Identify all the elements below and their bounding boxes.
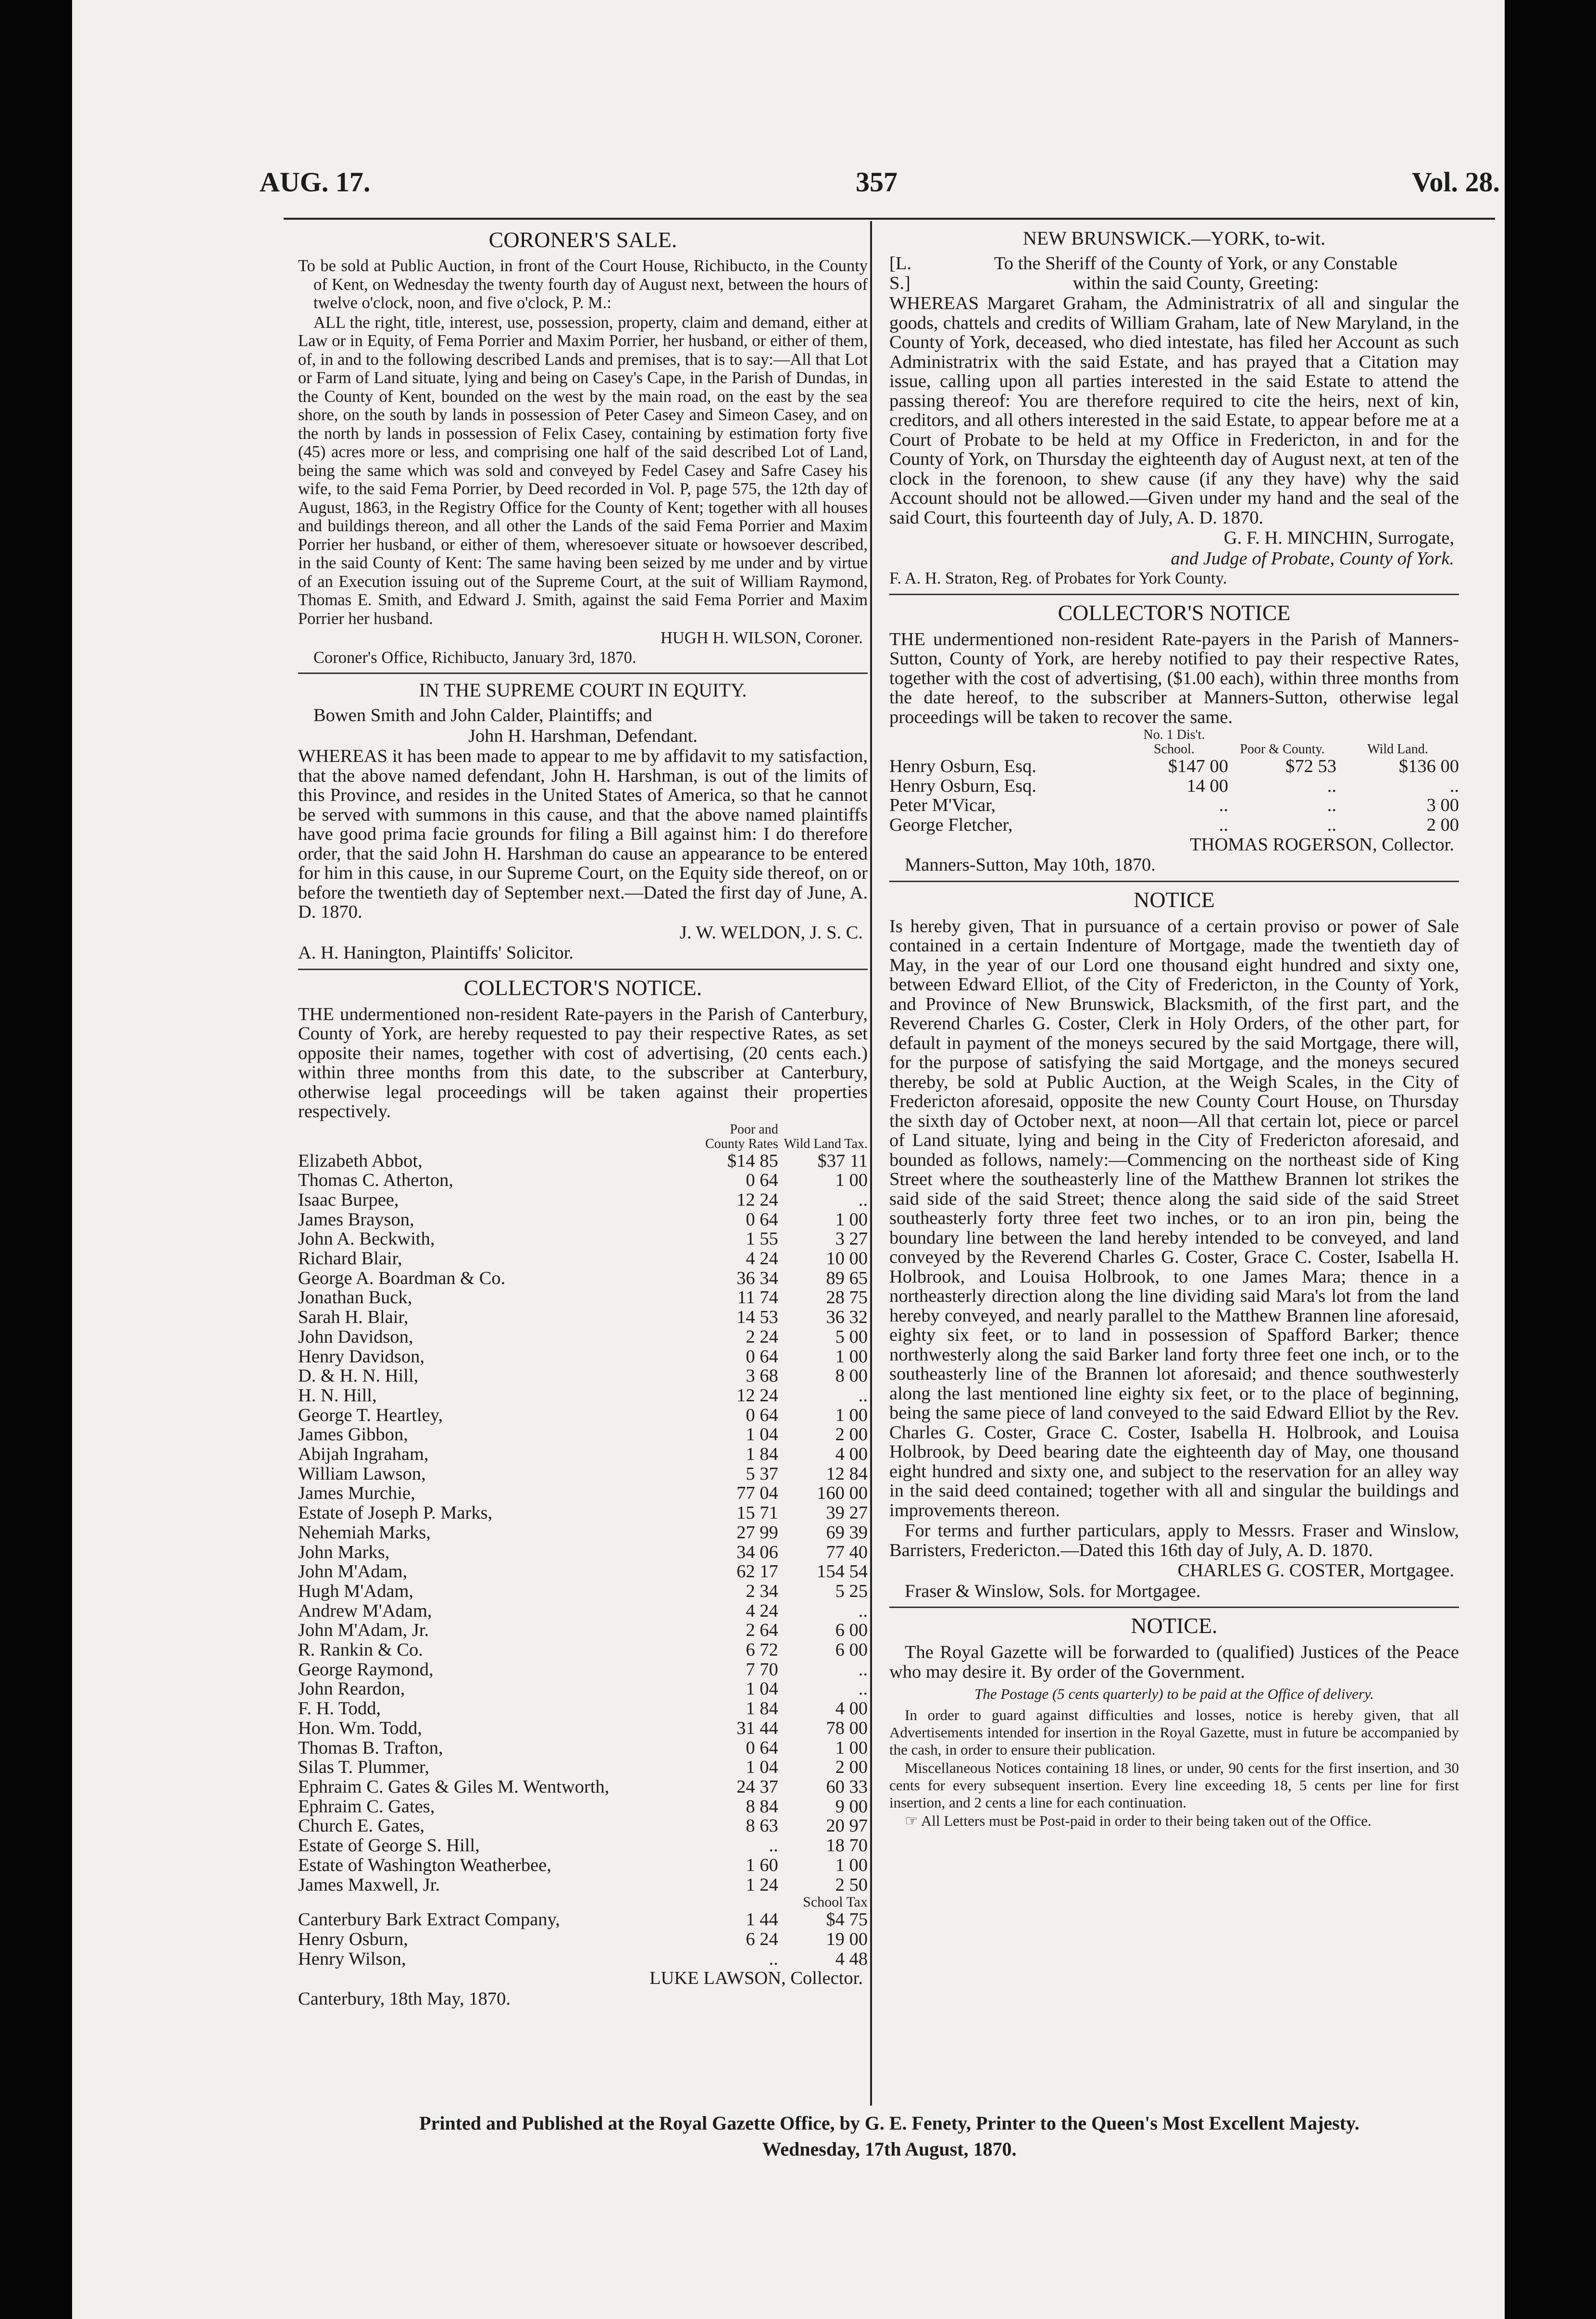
ratepayer-name: Nehemiah Marks, bbox=[298, 1522, 431, 1543]
rate-value: 3 27 bbox=[835, 1229, 868, 1249]
equity-parties-plaintiffs: Bowen Smith and John Calder, Plaintiffs; and bbox=[313, 705, 652, 725]
ratepayer-name: Hon. Wm. Todd, bbox=[298, 1718, 422, 1738]
mortgage-notice bbox=[889, 887, 1459, 1601]
collectors-notice-manners-sutton bbox=[889, 600, 1459, 875]
ratepayer-name: William Lawson, bbox=[298, 1463, 426, 1484]
column-header-poor-county: Poor & County. bbox=[1240, 742, 1325, 757]
rate-value: 4 00 bbox=[835, 1444, 868, 1465]
ratepayer-name: Henry Davidson, bbox=[298, 1346, 425, 1367]
gazette-body-1: The Royal Gazette will be forwarded to (qualified) Justices of the Peace who may desire it. By order of the Government. bbox=[889, 1642, 1459, 1682]
ratepayer-name: Thomas C. Atherton, bbox=[298, 1170, 453, 1191]
rate-value: 39 27 bbox=[826, 1503, 868, 1523]
gazette-body-2: In order to guard against difficulties and losses, notice is hereby given, that all Advertisements intended for insertion in the Royal Gazette, must in future be accompanied by the cash, in order to ensure their publication. bbox=[889, 1707, 1459, 1758]
coroners-sale-intro: To be sold at Public Auction, in front of the Court House, Richibucto, in the County of Kent, on Wednesday the twenty fourth day of August next, between the hours of twelve o'clock, noon, and five o'clock, P. M.: bbox=[298, 257, 868, 312]
table-row bbox=[298, 1910, 868, 1930]
table-row bbox=[298, 1171, 868, 1190]
coroners-sale-signature: HUGH H. WILSON, Coroner. bbox=[661, 629, 863, 647]
column-header-school: School. bbox=[1154, 742, 1195, 757]
rate-value: .. bbox=[769, 1835, 778, 1856]
ratepayer-name: John M'Adam, bbox=[298, 1561, 408, 1582]
table-row bbox=[298, 1503, 868, 1523]
rate-value: 7 70 bbox=[746, 1659, 778, 1680]
canterbury-rates-table bbox=[298, 1122, 868, 1969]
rate-value: 0 64 bbox=[746, 1346, 778, 1367]
coroners-sale-title: CORONER'S SALE. bbox=[488, 227, 677, 252]
footer-printer-line: Printed and Published at the Royal Gazette Office, by G. E. Fenety, Printer to the Queen's Most Excellent Majesty. bbox=[419, 2112, 1359, 2134]
rate-value: 1 84 bbox=[746, 1698, 778, 1719]
rate-value: 2 00 bbox=[835, 1757, 868, 1778]
rate-value: 19 00 bbox=[826, 1929, 868, 1949]
rate-value: 0 64 bbox=[746, 1170, 778, 1191]
table-row bbox=[298, 1308, 868, 1327]
rate-value: 2 00 bbox=[1426, 815, 1459, 835]
rate-value: 4 24 bbox=[746, 1600, 778, 1621]
rate-value: 11 74 bbox=[737, 1287, 778, 1308]
rate-value: .. bbox=[858, 1385, 868, 1406]
table-row bbox=[298, 1582, 868, 1601]
rate-value: 1 00 bbox=[835, 1855, 868, 1875]
rate-value: $136 00 bbox=[1398, 756, 1459, 776]
mortgage-body: Is hereby given, That in pursuance of a certain proviso or power of Sale contained in a certain Indenture of Mortgage, made the twentieth day of May, in the year of our Lord one thousand eight hundred and sixty one, between Edward Elliot, of the City of Fredericton, in the County of York, and Province of New Brunswick, Blacksmith, of the first part, and the Reverend Charles G. Coster, Clerk in Holy Orders, of the other part, for default in payment of the moneys secured by the said Mortgage, there will, for the purpose of satisfying the said Mortgage, and the moneys secured thereby, be sold at Public Auction, at the Weigh Scales, in the City of Fredericton aforesaid, opposite the new County Court House, on Thursday the sixth day of October next, at noon—All that certain lot, piece or parcel of Land situate, lying and being in the City of Fredericton aforesaid, and bounded as follows, namely:—Commencing on the northeast side of King Street where the southeasterly line of the Matthew Brannen lot strikes the said side of the said Street; thence along the said side of the said Street southeasterly forty three feet two inches, or to an iron pin, being the boundary line between the land hereby intended to be conveyed, and land conveyed by the Reverend Charles G. Coster, Grace C. Coster, Isabella H. Holbrook, and Louisa Holbrook, to one James Mara; thence in a northeasterly direction along the line dividing said Mara's lot from the land hereby conveyed, and nearly parallel to the Matthew Brannen line aforesaid, eighty six feet, or to land in possession of Spafford Barker; thence northwesterly along the said Barker land forty three feet one inch, or to the southeasterly line of the Brannen lot aforesaid; and thence southwesterly along the last mentioned line eighty six feet, or to the place of beginning, being the same piece of land conveyed to the said Edward Elliot by the Rev. Charles G. Coster, Grace C. Coster, Isabella H. Holbrook, and Louisa Holbrook, by Deed bearing date the eighteenth day of May, one thousand eight hundred and sixty one, and subject to the reservation for an alley way in the said deed contained; together with all and singular the buildings and improvements thereon. bbox=[889, 916, 1459, 1521]
rate-value: $37 11 bbox=[817, 1150, 868, 1171]
separator bbox=[889, 881, 1459, 882]
ratepayer-name: D. & H. N. Hill, bbox=[298, 1366, 419, 1386]
probate-signature-2: and Judge of Probate, County of York. bbox=[1171, 548, 1454, 569]
ratepayer-name: John Reardon, bbox=[298, 1679, 405, 1699]
volume-number: Vol. 28. bbox=[1411, 166, 1500, 198]
rate-value: 6 72 bbox=[746, 1640, 778, 1660]
table-row bbox=[298, 1347, 868, 1367]
probate-seal: [L. S.] bbox=[889, 253, 911, 293]
rate-value: 2 34 bbox=[746, 1581, 778, 1601]
rate-value: 8 00 bbox=[835, 1366, 868, 1386]
equity-judge: J. W. WELDON, J. S. C. bbox=[679, 922, 863, 943]
table-row bbox=[298, 1210, 868, 1230]
rate-value: 4 24 bbox=[746, 1248, 778, 1269]
coroners-sale-body: ALL the right, title, interest, use, possession, property, claim and demand, either at Law or in Equity, of Fema Porrier and Maxim Porrier, her husband, or either of them, of, in and to the following described Lands and premises, that is to say:—All that Lot or Farm of Land situate, lying and being on Casey's Cape, in the Parish of Dundas, in the County of Kent, bounded on the west by the main road, on the east by the sea shore, on the south by lands in possession of Peter Casey and Simeon Casey, and on the north by lands in possession of Felix Casey, containing by estimation forty five (45) acres more or less, and comprising one half of the said described Lot of Land, being the same which was sold and conveyed by Fedel Casey and Safre Casey his wife, to the said Fema Porrier, by Deed recorded in Vol. P, page 575, the 12th day of August, 1863, in the Registry Office for the County of Kent; together with all houses and buildings thereon, and all other the Lands of the said Fema Porrier and Maxim Porrier her husband, or either of them, wheresoever situate or howsoever described, in the said County of Kent: The same having been seized by me under and by virtue of an Execution issuing out of the Supreme Court, at the suit of William Raymond, Thomas E. Smith, and Edward J. Smith, against the said Fema Porrier and Maxim Porrier her husband. bbox=[298, 313, 868, 628]
ratepayer-name: R. Rankin & Co. bbox=[298, 1640, 423, 1660]
ratepayer-name: Hugh M'Adam, bbox=[298, 1581, 414, 1601]
table-row bbox=[298, 1288, 868, 1308]
manners-sutton-rates-table bbox=[889, 728, 1459, 835]
ratepayer-name: John A. Beckwith, bbox=[298, 1229, 435, 1249]
column-header-wild-land: Wild Land. bbox=[1367, 742, 1428, 757]
rate-value: 2 50 bbox=[835, 1874, 868, 1895]
rate-value: 2 00 bbox=[835, 1424, 868, 1445]
rate-value: .. bbox=[858, 1679, 868, 1699]
collector2-body: THE undermentioned non-resident Rate-payers in the Parish of Manners-Sutton, County of York, are hereby notified to pay their respective Rates, together with the cost of advertising, ($1.00 each), within three months from the date hereof, to the subscriber at Manners-Sutton, otherwise legal proceedings will be taken to recover the same. bbox=[889, 629, 1459, 727]
table-row bbox=[298, 1543, 868, 1562]
rate-value: 10 00 bbox=[826, 1248, 868, 1269]
column-header-wild-land: Wild Land Tax. bbox=[784, 1136, 868, 1151]
ratepayer-name: George Fletcher, bbox=[889, 815, 1013, 835]
gazette-title: NOTICE. bbox=[1131, 1613, 1218, 1638]
table-row bbox=[298, 1562, 868, 1582]
rate-value: 28 75 bbox=[826, 1287, 868, 1308]
table-row bbox=[298, 1229, 868, 1249]
table-row bbox=[298, 1895, 868, 1910]
ratepayer-name: John M'Adam, Jr. bbox=[298, 1620, 429, 1641]
rate-value: 12 24 bbox=[736, 1189, 778, 1210]
mortgage-solicitors: Fraser & Winslow, Sols. for Mortgagee. bbox=[905, 1581, 1201, 1601]
table-header-row bbox=[889, 728, 1459, 742]
rate-value: .. bbox=[858, 1189, 868, 1210]
rate-value: 69 39 bbox=[826, 1522, 868, 1543]
rate-value: 18 70 bbox=[826, 1835, 868, 1856]
rate-value: 3 00 bbox=[1426, 795, 1459, 816]
collector1-signature: LUKE LAWSON, Collector. bbox=[649, 1968, 863, 1989]
table-row bbox=[889, 796, 1459, 815]
probate-signature-1: G. F. H. MINCHIN, Surrogate, bbox=[1223, 528, 1454, 548]
probate-address-line1: To the Sheriff of the County of York, or any Constable bbox=[994, 253, 1398, 274]
table-row bbox=[298, 1464, 868, 1484]
table-row bbox=[298, 1484, 868, 1503]
ratepayer-name: Sarah H. Blair, bbox=[298, 1307, 409, 1328]
collector2-signature: THOMAS ROGERSON, Collector. bbox=[1190, 834, 1454, 855]
ratepayer-name: F. H. Todd, bbox=[298, 1698, 381, 1719]
rate-value: 5 00 bbox=[835, 1326, 868, 1347]
separator bbox=[889, 594, 1459, 595]
probate-title: NEW BRUNSWICK.—YORK, to-wit. bbox=[1022, 227, 1326, 249]
probate-address-line2: within the said County, Greeting: bbox=[1072, 273, 1319, 293]
rate-value: 1 04 bbox=[746, 1757, 778, 1778]
right-column bbox=[889, 226, 1459, 1831]
page-footer bbox=[284, 2110, 1495, 2162]
ratepayer-name: James Maxwell, Jr. bbox=[298, 1874, 440, 1895]
rate-value: $72 53 bbox=[1285, 756, 1336, 776]
rate-value: 6 00 bbox=[835, 1620, 868, 1641]
rate-value: 160 00 bbox=[817, 1483, 868, 1504]
rate-value: 14 00 bbox=[1186, 775, 1228, 796]
ratepayer-name: Estate of George S. Hill, bbox=[298, 1835, 480, 1856]
rate-value: 1 84 bbox=[746, 1444, 778, 1465]
table-row bbox=[298, 1719, 868, 1738]
equity-title: IN THE SUPREME COURT IN EQUITY. bbox=[419, 679, 747, 701]
ratepayer-name: Henry Osburn, bbox=[298, 1929, 408, 1949]
collector1-dateline: Canterbury, 18th May, 1870. bbox=[298, 1988, 511, 2009]
rate-value: $4 75 bbox=[826, 1909, 868, 1930]
table-row bbox=[298, 1601, 868, 1621]
table-row bbox=[298, 1151, 868, 1171]
ratepayer-name: Thomas B. Trafton, bbox=[298, 1737, 443, 1758]
ratepayer-name: George T. Heartley, bbox=[298, 1405, 443, 1425]
rate-value: .. bbox=[1219, 815, 1228, 835]
rate-value: 78 00 bbox=[826, 1718, 868, 1738]
header-rule bbox=[284, 218, 1495, 220]
table-row bbox=[298, 1930, 868, 1949]
rate-value: 0 64 bbox=[746, 1737, 778, 1758]
table-header-row bbox=[298, 1122, 868, 1151]
rate-value: .. bbox=[858, 1659, 868, 1680]
separator bbox=[298, 673, 868, 674]
ratepayer-name: Jonathan Buck, bbox=[298, 1287, 412, 1308]
table-row bbox=[298, 1406, 868, 1425]
rate-value: .. bbox=[1327, 795, 1336, 816]
rate-value: .. bbox=[1219, 795, 1228, 816]
probate-body: WHEREAS Margaret Graham, the Administratrix of all and singular the goods, chattels and credits of William Graham, late of New Maryland, in the County of York, deceased, who died intestate, has filed her Account as such Administratrix with the said Estate, and has prayed that a Citation may issue, calling upon all parties interested in the said Estate to attend the passing thereof: You are therefore required to cite the heirs, next of kin, creditors, and all others interested in the said Estate, to appear before me at a Court of Probate to be held at my Office in Fredericton, in and for the County of York, on Thursday the eighteenth day of August next, at ten of the clock in the forenoon, to shew cause (if any they have) why the said Account should not be allowed.—Given under my hand and the seal of the said Court, this fourteenth day of July, A. D. 1870. bbox=[889, 293, 1459, 528]
rate-value: 4 48 bbox=[835, 1948, 868, 1969]
table-row bbox=[298, 1856, 868, 1875]
rate-value: 62 17 bbox=[736, 1561, 778, 1582]
table-row bbox=[298, 1425, 868, 1445]
rate-value: .. bbox=[1327, 815, 1336, 835]
column-divider bbox=[870, 221, 872, 2106]
rate-value: 1 00 bbox=[835, 1405, 868, 1425]
table-row bbox=[298, 1816, 868, 1836]
pointing-hand-icon: ☞ bbox=[905, 1812, 921, 1830]
ratepayer-name: Ephraim C. Gates & Giles M. Wentworth, bbox=[298, 1777, 610, 1797]
rate-value: 31 44 bbox=[736, 1718, 778, 1738]
rate-value: 1 24 bbox=[746, 1874, 778, 1895]
ratepayer-name: James Gibbon, bbox=[298, 1424, 408, 1445]
ratepayer-name: Henry Wilson, bbox=[298, 1948, 406, 1969]
rate-value: .. bbox=[858, 1600, 868, 1621]
canterbury-school-rates-body bbox=[298, 1910, 868, 1969]
table-row bbox=[889, 815, 1459, 835]
manners-sutton-rates-body bbox=[889, 757, 1459, 835]
ratepayer-name: Henry Osburn, Esq. bbox=[889, 775, 1036, 796]
table-row bbox=[298, 1640, 868, 1660]
table-row bbox=[298, 1386, 868, 1406]
probate-address bbox=[889, 254, 1459, 293]
table-row bbox=[889, 776, 1459, 796]
ratepayer-name: Isaac Burpee, bbox=[298, 1189, 399, 1210]
rate-value: 5 25 bbox=[835, 1581, 868, 1601]
rate-value: 60 33 bbox=[826, 1777, 868, 1797]
table-row bbox=[298, 1190, 868, 1210]
rate-value: .. bbox=[769, 1948, 778, 1969]
coroners-sale-dateline: Coroner's Office, Richibucto, January 3rd, 1870. bbox=[313, 648, 636, 667]
table-row bbox=[298, 1269, 868, 1288]
rate-value: 2 24 bbox=[746, 1326, 778, 1347]
issue-date: AUG. 17. bbox=[260, 166, 371, 198]
rate-value: 14 53 bbox=[736, 1307, 778, 1328]
mortgage-title: NOTICE bbox=[1134, 887, 1215, 912]
table-row bbox=[298, 1758, 868, 1777]
column-header-poor-county: Poor and County Rates bbox=[705, 1122, 778, 1151]
rate-value: 4 00 bbox=[835, 1698, 868, 1719]
mortgage-terms: For terms and further particulars, apply to Messrs. Fraser and Winslow, Barristers, Fredericton.—Dated this 16th day of July, A. D. 1870. bbox=[889, 1521, 1459, 1560]
probate-citation bbox=[889, 227, 1459, 588]
rate-value: 34 06 bbox=[736, 1542, 778, 1562]
rate-value: 2 64 bbox=[746, 1620, 778, 1641]
rate-value: 36 32 bbox=[826, 1307, 868, 1328]
ratepayer-name: James Brayson, bbox=[298, 1209, 414, 1230]
school-tax-header: School Tax bbox=[803, 1894, 868, 1910]
table-row bbox=[298, 1777, 868, 1797]
rate-value: 0 64 bbox=[746, 1209, 778, 1230]
ratepayer-name: Silas T. Plummer, bbox=[298, 1757, 429, 1778]
table-header-row bbox=[889, 742, 1459, 757]
rate-value: 3 68 bbox=[746, 1366, 778, 1386]
page-header bbox=[260, 166, 1500, 204]
table-row bbox=[298, 1949, 868, 1969]
rate-value: 1 55 bbox=[746, 1229, 778, 1249]
rate-value: 0 64 bbox=[746, 1405, 778, 1425]
rate-value: 1 44 bbox=[746, 1909, 778, 1930]
table-row bbox=[298, 1836, 868, 1856]
collector2-title: COLLECTOR'S NOTICE bbox=[1058, 600, 1291, 625]
ratepayer-name: Canterbury Bark Extract Company, bbox=[298, 1909, 560, 1930]
ratepayer-name: Ephraim C. Gates, bbox=[298, 1796, 435, 1817]
rate-value: 36 34 bbox=[736, 1268, 778, 1288]
table-row bbox=[298, 1660, 868, 1680]
ratepayer-name: John Marks, bbox=[298, 1542, 390, 1562]
separator bbox=[298, 969, 868, 970]
page-number: 357 bbox=[856, 166, 898, 198]
rate-value: 9 00 bbox=[835, 1796, 868, 1817]
table-row bbox=[889, 757, 1459, 776]
ratepayer-name: George A. Boardman & Co. bbox=[298, 1268, 506, 1288]
ratepayer-name: Peter M'Vicar, bbox=[889, 795, 996, 816]
ratepayer-name: Abijah Ingraham, bbox=[298, 1444, 429, 1465]
rate-value: 1 60 bbox=[746, 1855, 778, 1875]
rate-value: 1 00 bbox=[835, 1170, 868, 1191]
separator bbox=[889, 1607, 1459, 1608]
table-row bbox=[298, 1249, 868, 1269]
left-column bbox=[298, 226, 868, 2009]
table-row bbox=[298, 1679, 868, 1699]
canterbury-rates-body bbox=[298, 1151, 868, 1895]
rate-value: 8 84 bbox=[746, 1796, 778, 1817]
table-row bbox=[298, 1366, 868, 1386]
table-row bbox=[298, 1621, 868, 1640]
table-row bbox=[298, 1797, 868, 1817]
gazette-body-3: Miscellaneous Notices containing 18 lines, or under, 90 cents for the first insertion, and 30 cents for every subsequent insertion. Every line exceeding 18, 5 cents per line for first insertion, and 2 cents a line for each continuation. bbox=[889, 1759, 1459, 1811]
rate-value: 1 00 bbox=[835, 1209, 868, 1230]
rate-value: 24 37 bbox=[736, 1777, 778, 1797]
collector1-body: THE undermentioned non-resident Rate-payers in the Parish of Canterbury, County of York, are hereby requested to pay their respective Rates, as set opposite their names, together with cost of advertising, (20 cents each.) within three months from this date, to the subscriber at Canterbury, otherwise legal proceedings will be taken against their properties respectively. bbox=[298, 1004, 868, 1122]
newspaper-page bbox=[72, 0, 1505, 2319]
rate-value: 12 84 bbox=[826, 1463, 868, 1484]
ratepayer-name: Richard Blair, bbox=[298, 1248, 402, 1269]
ratepayer-name: Andrew M'Adam, bbox=[298, 1600, 432, 1621]
equity-notice bbox=[298, 679, 868, 963]
gazette-notice bbox=[889, 1613, 1459, 1830]
gazette-body-4-line bbox=[889, 1812, 1459, 1830]
district-label: No. 1 Dis't. bbox=[1143, 727, 1205, 742]
table-row bbox=[298, 1327, 868, 1347]
rate-value: .. bbox=[1449, 775, 1459, 796]
rate-value: 1 04 bbox=[746, 1424, 778, 1445]
rate-value: 8 63 bbox=[746, 1816, 778, 1836]
ratepayer-name: Elizabeth Abbot, bbox=[298, 1150, 423, 1171]
rate-value: 77 40 bbox=[826, 1542, 868, 1562]
rate-value: $147 00 bbox=[1168, 756, 1228, 776]
rate-value: 6 24 bbox=[746, 1929, 778, 1949]
rate-value: 6 00 bbox=[835, 1640, 868, 1660]
rate-value: 77 04 bbox=[736, 1483, 778, 1504]
probate-register: F. A. H. Straton, Reg. of Probates for York County. bbox=[889, 569, 1227, 587]
rate-value: 20 97 bbox=[826, 1816, 868, 1836]
rate-value: $14 85 bbox=[727, 1150, 778, 1171]
ratepayer-name: Henry Osburn, Esq. bbox=[889, 756, 1036, 776]
collector1-title: COLLECTOR'S NOTICE. bbox=[463, 975, 702, 1000]
table-row bbox=[298, 1875, 868, 1895]
rate-value: 12 24 bbox=[736, 1385, 778, 1406]
rate-value: .. bbox=[1327, 775, 1336, 796]
table-row bbox=[298, 1445, 868, 1464]
ratepayer-name: Estate of Washington Weatherbee, bbox=[298, 1855, 551, 1875]
ratepayer-name: H. N. Hill, bbox=[298, 1385, 377, 1406]
ratepayer-name: Church E. Gates, bbox=[298, 1816, 425, 1836]
rate-value: 1 00 bbox=[835, 1346, 868, 1367]
rate-value: 15 71 bbox=[736, 1503, 778, 1523]
table-row bbox=[298, 1699, 868, 1719]
rate-value: 1 00 bbox=[835, 1737, 868, 1758]
gazette-postage: The Postage (5 cents quarterly) to be paid at the Office of delivery. bbox=[974, 1685, 1374, 1703]
ratepayer-name: Estate of Joseph P. Marks, bbox=[298, 1503, 493, 1523]
coroners-sale bbox=[298, 227, 868, 667]
equity-parties-defendant: John H. Harshman, Defendant. bbox=[468, 725, 698, 746]
ratepayer-name: George Raymond, bbox=[298, 1659, 434, 1680]
rate-value: 1 04 bbox=[746, 1679, 778, 1699]
equity-solicitor: A. H. Hanington, Plaintiffs' Solicitor. bbox=[298, 943, 574, 963]
rate-value: 27 99 bbox=[736, 1522, 778, 1543]
mortgage-signature: CHARLES G. COSTER, Mortgagee. bbox=[1177, 1560, 1454, 1581]
footer-date-line: Wednesday, 17th August, 1870. bbox=[762, 2138, 1017, 2160]
collectors-notice-canterbury bbox=[298, 975, 868, 2009]
table-row bbox=[298, 1523, 868, 1543]
rate-value: 154 54 bbox=[817, 1561, 868, 1582]
rate-value: 5 37 bbox=[746, 1463, 778, 1484]
collector2-dateline: Manners-Sutton, May 10th, 1870. bbox=[905, 855, 1156, 875]
table-row bbox=[298, 1738, 868, 1758]
equity-body: WHEREAS it has been made to appear to me by affidavit to my satisfaction, that the above named defendant, John H. Harshman, is out of the limits of this Province, and resides in the United States of America, so that he cannot be served with summons in this cause, and that the above named plaintiffs have good prima facie grounds for filing a Bill against him: I do therefore order, that the said John H. Harshman do cause an appearance to be entered for him in this cause, in our Supreme Court, on the Equity side thereof, on or before the twentieth day of September next.—Dated the first day of June, A. D. 1870. bbox=[298, 746, 868, 922]
ratepayer-name: John Davidson, bbox=[298, 1326, 413, 1347]
rate-value: 89 65 bbox=[826, 1268, 868, 1288]
ratepayer-name: James Murchie, bbox=[298, 1483, 415, 1504]
gazette-body-4: All Letters must be Post-paid in order to their being taken out of the Office. bbox=[921, 1812, 1372, 1830]
